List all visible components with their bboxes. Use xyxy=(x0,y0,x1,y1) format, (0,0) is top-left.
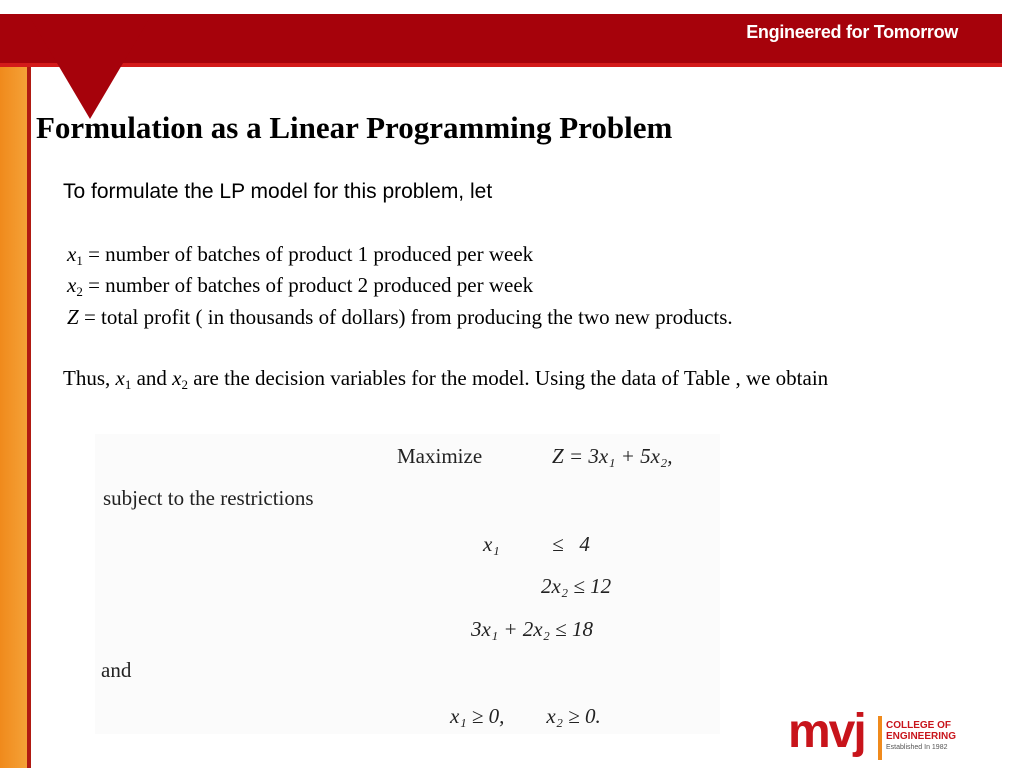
logo-established: Established In 1982 xyxy=(886,744,948,751)
left-accent-edge xyxy=(27,14,31,768)
and-label: and xyxy=(101,658,132,682)
maximize-label: Maximize xyxy=(397,444,483,468)
left-accent-bar xyxy=(0,14,30,768)
constraint-3: 3x₁ + 2x₂ ≤ 18 xyxy=(471,617,593,641)
definition-z: Z = total profit ( in thousands of dollars) from producing the two new products. xyxy=(67,305,733,329)
logo-divider xyxy=(878,716,882,760)
constraint-1: x₁ ≤ 4 xyxy=(483,532,590,556)
thus-sentence: Thus, $x_1$ and $x_2$ are the decision variables for the model. Using the data of Table , we obtain xyxy=(63,366,829,392)
lp-model-image xyxy=(95,434,720,734)
nonnegativity-constraints: x₁ ≥ 0, x₂ ≥ 0. xyxy=(450,704,601,728)
definition-x1: $x_1$ = number of batches of product 1 produced per week xyxy=(67,242,534,268)
intro-text: To formulate the LP model for this problem, let xyxy=(63,180,493,203)
objective-function: Z = 3x₁ + 5x₂, xyxy=(552,444,673,468)
subject-to-label: subject to the restrictions xyxy=(103,486,314,510)
constraint-2: 2x₂ ≤ 12 xyxy=(541,574,612,598)
college-logo xyxy=(788,705,958,764)
header-tagline: Engineered for Tomorrow xyxy=(746,22,958,42)
definition-x2: $x_2$ = number of batches of product 2 produced per week xyxy=(67,273,534,299)
slide-title: Formulation as a Linear Programming Problem xyxy=(36,110,673,145)
logo-brand: mvj xyxy=(788,705,865,758)
logo-college-name: COLLEGE OF ENGINEERING xyxy=(886,720,957,742)
header-notch xyxy=(28,14,152,119)
